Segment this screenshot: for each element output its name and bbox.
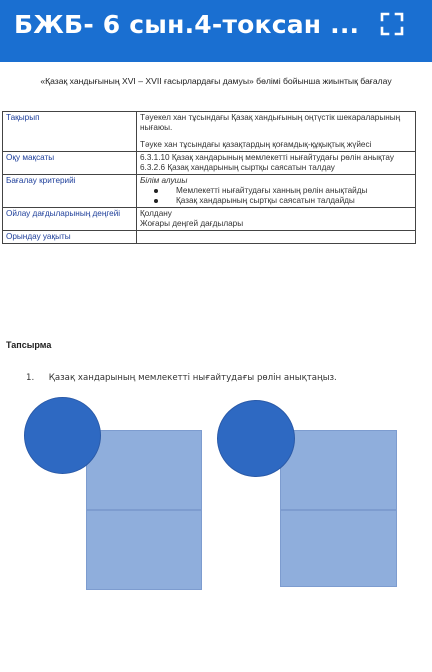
square-shape (280, 430, 397, 510)
goal-line: 6.3.1.10 Қазақ хандарының мемлекетті нығайтудағы рөлін анықтау (140, 153, 394, 162)
bullet-dot (154, 199, 158, 203)
square-shape (86, 430, 202, 510)
table-row (3, 175, 416, 208)
bullet-dot (154, 189, 158, 193)
skills-label: Ойлау дағдыларының деңгейі (3, 208, 137, 231)
skills-value (137, 208, 416, 231)
square-shape (280, 510, 397, 587)
circle-shape (24, 397, 101, 474)
table-row (3, 112, 416, 152)
circle-shape (217, 400, 295, 477)
goal-value (137, 152, 416, 175)
criteria-label: Бағалау критерийі (3, 175, 137, 208)
criteria-bullet (140, 186, 412, 196)
document-heading: «Қазақ хандығының XVI – XVII ғасырлардағы дамуы» бөлімі бойынша жиынтық бағалау (40, 76, 392, 86)
table-row (3, 231, 416, 244)
square-shape (86, 510, 202, 590)
criteria-value (137, 175, 416, 208)
time-value (137, 231, 416, 244)
criteria-bullet-text: Қазақ хандарының сыртқы саясатын талдайды (176, 196, 355, 205)
goal-label: Оқу мақсаты (3, 152, 137, 175)
skills-line: Қолдану (140, 209, 172, 218)
criteria-intro: Білім алушы (140, 176, 188, 185)
assessment-table (2, 111, 416, 244)
skills-line: Жоғары деңгей дағдылары (140, 219, 244, 228)
table-row (3, 152, 416, 175)
task-title: Тапсырма (6, 340, 52, 350)
criteria-bullet (140, 196, 412, 206)
topic-line: Тәуке хан тұсындағы қазақтардың қоғамдық-құқықтық жүйесі (140, 140, 372, 149)
task-item (26, 373, 337, 383)
task-item-text: Қазақ хандарының мемлекетті нығайтудағы рөлін анықтаңыз. (48, 373, 337, 383)
goal-line: 6.3.2.6 Қазақ хандарының сыртқы саясатын талдау (140, 163, 335, 172)
task-item-number: 1. (26, 373, 35, 383)
topic-label: Тақырып (3, 112, 137, 152)
page-title: БЖБ- 6 сын.4-токсан ... (14, 10, 360, 39)
time-label: Орындау уақыты (3, 231, 137, 244)
criteria-bullet-text: Мемлекетті нығайтудағы ханның рөлін анықтайды (176, 186, 368, 195)
table-row (3, 208, 416, 231)
top-bar (0, 0, 432, 62)
fullscreen-icon[interactable] (380, 12, 404, 36)
topic-value (137, 112, 416, 152)
topic-line: Тәуекел хан тұсындағы Қазақ хандығының оңтүстік шекараларының нығаюы. (140, 113, 401, 132)
